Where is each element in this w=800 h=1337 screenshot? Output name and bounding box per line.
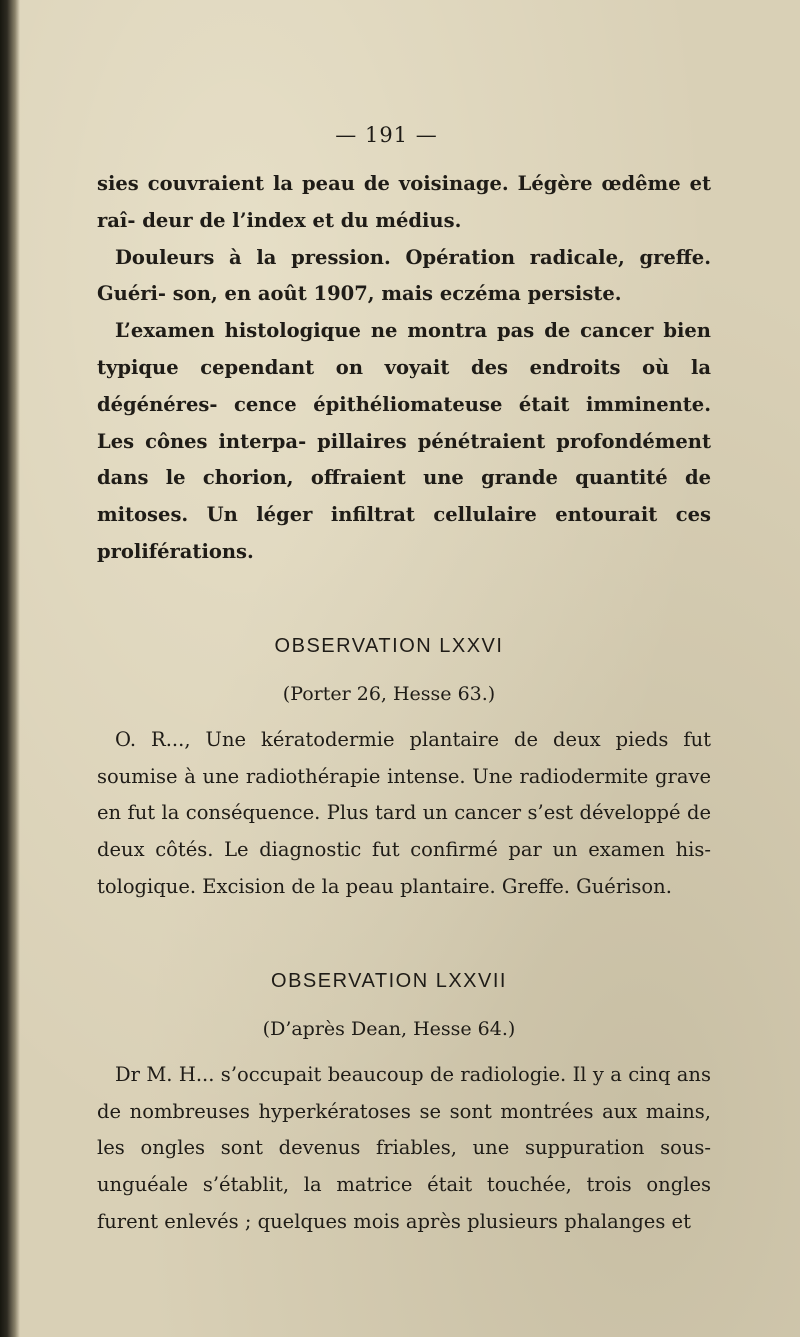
page-number: — 191 —	[335, 123, 438, 147]
book-binding-gutter	[0, 0, 20, 1337]
paragraph-pain: Douleurs à la pression. Opération radicale, greffe. Guéri- son, en août 1907, mais eczéma persiste.	[97, 245, 711, 306]
observation-76-heading: OBSERVATION LXXVI	[274, 634, 504, 657]
paragraph-histology: L’examen histologique ne montra pas de cancer bien typique cependant on voyait des endroits où la dégénéres- cence épithéliomateuse était imminente. Les cônes interpa- pillaires pénétraient profondément dans le chorion, offraient une grande quantité de mitoses. Un léger infiltrat cellulaire entourait ces proliférations.	[97, 319, 711, 563]
observation-77-heading: OBSERVATION LXXVII	[271, 969, 507, 992]
paragraph-continuation: sies couvraient la peau de voisinage. Légère œdême et raî- deur de l’index et du médius.	[97, 172, 711, 232]
observation-76-source: (Porter 26, Hesse 63.)	[282, 682, 496, 705]
observation-76-text: O. R..., Une kératodermie plantaire de deux pieds fut soumise à une radiothérapie intense. Une radiodermite grave en fut la conséquence. Plus tard un cancer s’est développé de deux côtés. Le diagnostic fut confirmé par un examen his- tologique. Excision de la peau plantaire. Greffe. Guérison.	[97, 727, 711, 898]
observation-77-source: (D’après Dean, Hesse 64.)	[262, 1017, 516, 1040]
observation-77-text: Dr M. H... s’occupait beaucoup de radiologie. Il y a cinq ans de nombreuses hyperkératoses se sont montrées aux mains, les ongles sont devenus friables, une suppuration sous- unguéale s’établit, la matrice était touchée, trois ongles furent enlevés ; quelques mois après plusieurs phalanges et	[97, 1062, 711, 1233]
page-text-block	[97, 118, 711, 1241]
